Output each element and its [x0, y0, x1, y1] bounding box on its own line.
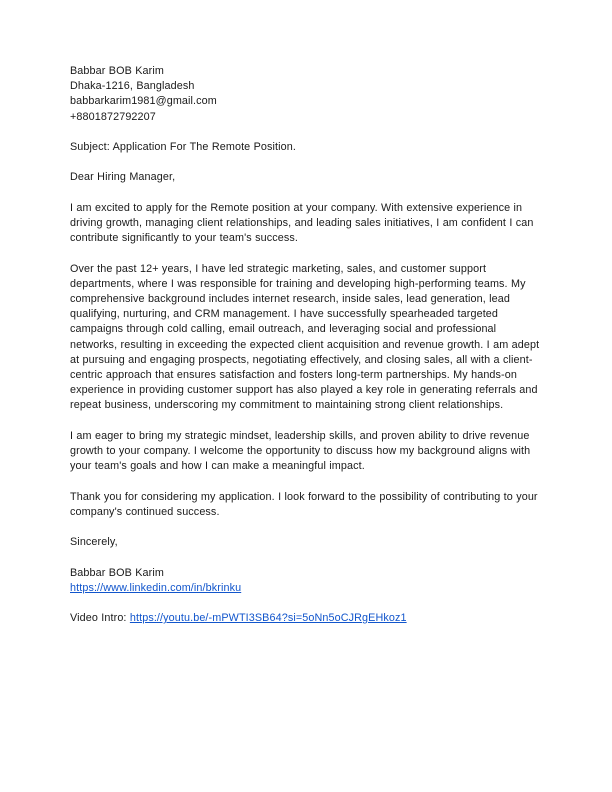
- body-paragraph-4: [70, 490, 542, 520]
- video-intro-link[interactable]: https://youtu.be/-mPWTI3SB64?si=5oNn5oCJRgEHkoz1: [129, 612, 407, 625]
- video-intro-row: [70, 611, 542, 626]
- letter-content: [70, 64, 542, 626]
- sender-email: babbarkarim1981@gmail.com: [70, 95, 217, 108]
- paragraph-text: I am excited to apply for the Remote position at your company. With extensive experience in driving growth, managing client relationships, and leading sales initiatives, I am confident I can contribute significantly to your team's success.: [70, 201, 534, 245]
- body-paragraph-2: [70, 262, 542, 414]
- sender-contact-block: [70, 64, 542, 125]
- paragraph-text: I am eager to bring my strategic mindset, leadership skills, and proven ability to drive revenue growth to your company. I welcome the opportunity to discuss how my background aligns with your team's goals and how I can make a meaningful impact.: [70, 429, 531, 473]
- sign-off-block: [70, 535, 542, 550]
- salutation-block: [70, 170, 542, 185]
- sender-location: Dhaka-1216, Bangladesh: [70, 80, 195, 93]
- sign-off: Sincerely,: [70, 536, 118, 549]
- subject-line-block: [70, 140, 542, 155]
- body-paragraph-3: [70, 429, 542, 475]
- salutation: Dear Hiring Manager,: [70, 171, 176, 184]
- subject-line: Subject: Application For The Remote Position.: [70, 141, 296, 153]
- signature-name: Babbar BOB Karim: [70, 566, 164, 579]
- linkedin-link-row: [70, 581, 542, 596]
- body-paragraph-1: [70, 201, 542, 247]
- sender-name: Babbar BOB Karim: [70, 65, 164, 77]
- linkedin-profile-link[interactable]: https://www.linkedin.com/in/bkrinku: [70, 581, 242, 594]
- paragraph-text: Over the past 12+ years, I have led strategic marketing, sales, and customer support departments, where I was responsible for training and developing high-performing teams. My comprehensive background includes internet research, inside sales, lead generation, lead qualifying, nurturing, and CRM management. I have successfully spearheaded targeted campaigns through cold calling, email outreach, and leveraging social and professional networks, resulting in exceeding the expected client acquisition and revenue growth. I am adept at pursuing and engaging prospects, negotiating effectively, and closing sales, all with a client-centric approach that ensures satisfaction and fosters long-term partnerships. My hands-on experience in providing customer support has also played a key role in generating referrals and repeat business, underscoring my commitment to maintaining strong client relationships.: [70, 262, 540, 412]
- paragraph-text: Thank you for considering my application. I look forward to the possibility of contributing to your company's continued success.: [70, 490, 538, 518]
- video-intro-label: Video Intro:: [70, 612, 127, 625]
- signature-block: [70, 566, 542, 596]
- sender-phone: +8801872792207: [70, 110, 156, 123]
- video-intro-block: [70, 611, 542, 626]
